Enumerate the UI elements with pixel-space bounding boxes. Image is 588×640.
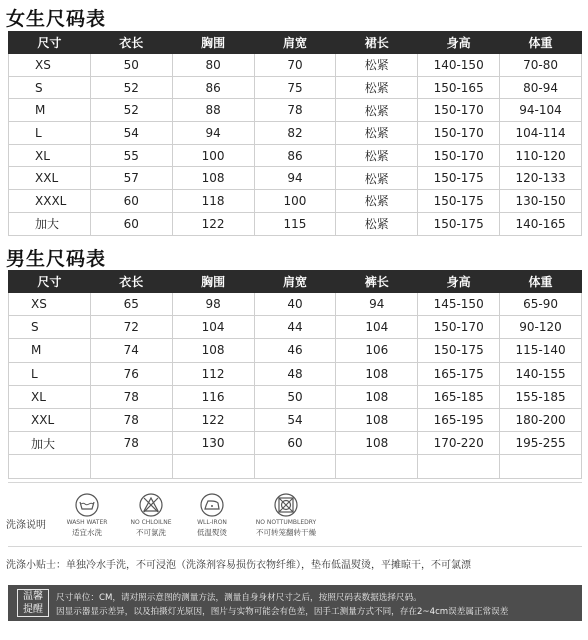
table-cell: XL	[9, 385, 91, 408]
table-cell: 50	[254, 385, 336, 408]
table-row	[9, 316, 582, 339]
table-cell: 70	[254, 54, 336, 77]
table-cell: 140-150	[418, 54, 500, 77]
wash-item-en-label: WASH WATER	[66, 519, 108, 526]
table-cell: 松紧	[336, 54, 418, 77]
table-cell: 加大	[9, 212, 91, 235]
wash-item-no-chlorine	[116, 493, 186, 538]
table-cell: 155-185	[500, 385, 582, 408]
column-header: 尺寸	[9, 32, 91, 54]
table-cell: 松紧	[336, 99, 418, 122]
wash-item-wash-water	[52, 493, 122, 538]
table-cell: 65-90	[500, 293, 582, 316]
women-size-chart-title: 女生尺码表	[6, 8, 107, 30]
table-cell: 松紧	[336, 76, 418, 99]
table-cell: 松紧	[336, 212, 418, 235]
wash-item-en-label: WLL-IRON	[197, 519, 227, 526]
table-row-empty	[9, 455, 582, 478]
table-cell: 94	[172, 122, 254, 145]
table-row	[9, 408, 582, 431]
table-cell: 78	[254, 99, 336, 122]
table-cell: 60	[254, 432, 336, 455]
table-cell: 60	[90, 212, 172, 235]
column-header: 肩宽	[254, 32, 336, 54]
no-chlorine-icon	[138, 493, 164, 517]
table-cell: L	[9, 362, 91, 385]
table-cell: XS	[9, 293, 91, 316]
table-row	[9, 190, 582, 213]
table-cell: 78	[90, 408, 172, 431]
table-cell: 116	[172, 385, 254, 408]
table-cell: 48	[254, 362, 336, 385]
table-cell: 150-170	[418, 144, 500, 167]
table-cell: 80	[172, 54, 254, 77]
table-cell-empty	[418, 455, 500, 478]
table-row	[9, 167, 582, 190]
table-cell: 108	[336, 408, 418, 431]
table-header-row	[9, 32, 582, 54]
table-cell: 110-120	[500, 144, 582, 167]
table-cell: 52	[90, 76, 172, 99]
wash-item-cn-label: 不可氯洗	[136, 528, 166, 537]
table-row	[9, 76, 582, 99]
column-header: 尺寸	[9, 271, 91, 293]
table-cell: 150-170	[418, 99, 500, 122]
table-cell: 100	[254, 190, 336, 213]
table-row	[9, 144, 582, 167]
table-cell: 松紧	[336, 190, 418, 213]
table-cell: 74	[90, 339, 172, 362]
men-size-chart-title: 男生尺码表	[6, 248, 107, 270]
table-cell: 122	[172, 212, 254, 235]
table-cell: 44	[254, 316, 336, 339]
table-row	[9, 122, 582, 145]
table-row	[9, 385, 582, 408]
table-cell: 94-104	[500, 99, 582, 122]
column-header: 体重	[500, 271, 582, 293]
table-header-row	[9, 271, 582, 293]
wash-item-no-tumble-dry	[251, 493, 321, 538]
column-header: 身高	[418, 32, 500, 54]
table-cell: 松紧	[336, 122, 418, 145]
table-row	[9, 362, 582, 385]
table-row	[9, 432, 582, 455]
table-cell: 94	[254, 167, 336, 190]
table-cell: L	[9, 122, 91, 145]
wash-item-cn-label: 不可转笼翻转干燥	[256, 528, 316, 537]
table-cell: 104	[336, 316, 418, 339]
table-cell: 145-150	[418, 293, 500, 316]
table-cell-empty	[9, 455, 91, 478]
table-cell: 75	[254, 76, 336, 99]
table-cell: 165-195	[418, 408, 500, 431]
table-cell: 86	[254, 144, 336, 167]
column-header: 胸围	[172, 32, 254, 54]
reminder-badge	[17, 589, 49, 617]
table-cell: 108	[336, 362, 418, 385]
table-cell-empty	[254, 455, 336, 478]
table-cell: 78	[90, 385, 172, 408]
table-cell-empty	[172, 455, 254, 478]
table-cell: 150-175	[418, 212, 500, 235]
table-cell: 86	[172, 76, 254, 99]
wash-tips: 洗涤小贴士：单独冷水手洗，不可浸泡（洗涤剂容易损伤衣物纤维），垫布低温熨烫，平摊晾干，不可氯漂	[6, 560, 471, 571]
wash-instructions-label: 洗涤说明	[6, 520, 46, 531]
reminder-badge-line: 提醒	[23, 604, 43, 615]
table-cell: 70-80	[500, 54, 582, 77]
table-cell: 120-133	[500, 167, 582, 190]
wash-water-icon	[74, 493, 100, 517]
column-header: 体重	[500, 32, 582, 54]
table-cell: 52	[90, 99, 172, 122]
table-cell: 140-165	[500, 212, 582, 235]
table-cell: 150-175	[418, 167, 500, 190]
column-header: 衣长	[90, 271, 172, 293]
table-cell: 108	[172, 167, 254, 190]
table-cell: S	[9, 76, 91, 99]
reminder-badge-line: 温馨	[23, 591, 43, 602]
table-cell: 80-94	[500, 76, 582, 99]
table-cell: 88	[172, 99, 254, 122]
table-cell: 195-255	[500, 432, 582, 455]
table-cell: 54	[254, 408, 336, 431]
table-cell: 78	[90, 432, 172, 455]
table-cell: 112	[172, 362, 254, 385]
low-iron-icon	[199, 493, 225, 517]
table-cell: 72	[90, 316, 172, 339]
table-cell: 106	[336, 339, 418, 362]
table-cell: 46	[254, 339, 336, 362]
column-header: 肩宽	[254, 271, 336, 293]
table-cell: 150-175	[418, 190, 500, 213]
table-cell-empty	[336, 455, 418, 478]
table-cell-empty	[90, 455, 172, 478]
table-cell: 150-170	[418, 122, 500, 145]
table-cell: 108	[336, 385, 418, 408]
table-row	[9, 99, 582, 122]
table-row	[9, 339, 582, 362]
column-header: 衣长	[90, 32, 172, 54]
table-cell: 65	[90, 293, 172, 316]
table-cell: 94	[336, 293, 418, 316]
table-cell: 76	[90, 362, 172, 385]
table-cell: 54	[90, 122, 172, 145]
table-cell: XXXL	[9, 190, 91, 213]
reminder-text-line: 因显示器显示差异，以及拍摄灯光原因，图片与实物可能会有色差，因手工测量方式不同，存在2~4cm误差属正常误差	[56, 607, 509, 617]
table-cell-empty	[500, 455, 582, 478]
table-cell: 180-200	[500, 408, 582, 431]
table-cell: 60	[90, 190, 172, 213]
table-cell: 108	[172, 339, 254, 362]
table-cell: 165-175	[418, 362, 500, 385]
table-cell: 40	[254, 293, 336, 316]
table-cell: 150-170	[418, 316, 500, 339]
table-cell: 松紧	[336, 144, 418, 167]
wash-item-cn-label: 低温熨烫	[197, 528, 227, 537]
table-cell: 90-120	[500, 316, 582, 339]
table-cell: XXL	[9, 408, 91, 431]
table-cell: 115	[254, 212, 336, 235]
table-cell: M	[9, 99, 91, 122]
table-cell: 108	[336, 432, 418, 455]
table-cell: 130	[172, 432, 254, 455]
table-cell: 118	[172, 190, 254, 213]
table-cell: 98	[172, 293, 254, 316]
men-size-table	[8, 270, 582, 479]
table-cell: 140-155	[500, 362, 582, 385]
table-cell: 松紧	[336, 167, 418, 190]
table-row	[9, 293, 582, 316]
table-cell: 加大	[9, 432, 91, 455]
table-cell: 100	[172, 144, 254, 167]
table-cell: 150-175	[418, 339, 500, 362]
table-cell: XS	[9, 54, 91, 77]
column-header: 胸围	[172, 271, 254, 293]
wash-item-en-label: NO NOTTUMBLEDRY	[255, 519, 317, 526]
column-header: 裙长	[336, 32, 418, 54]
table-cell: 115-140	[500, 339, 582, 362]
wash-item-en-label: NO CHLOILNE	[130, 519, 172, 526]
table-cell: 130-150	[500, 190, 582, 213]
table-cell: M	[9, 339, 91, 362]
table-cell: 104-114	[500, 122, 582, 145]
table-row	[9, 212, 582, 235]
table-cell: 82	[254, 122, 336, 145]
divider	[8, 546, 582, 547]
wash-item-cn-label: 适宜水洗	[72, 528, 102, 537]
column-header: 裤长	[336, 271, 418, 293]
divider	[8, 482, 582, 483]
table-cell: 55	[90, 144, 172, 167]
column-header: 身高	[418, 271, 500, 293]
women-size-table	[8, 31, 582, 236]
wash-item-low-iron	[177, 493, 247, 538]
table-cell: 170-220	[418, 432, 500, 455]
table-cell: 150-165	[418, 76, 500, 99]
reminder-banner	[8, 585, 582, 621]
reminder-text-line: 尺寸单位：CM，请对照示意图的测量方法，测量自身身材尺寸之后，按照尺码表数据选择尺码。	[56, 593, 422, 603]
table-cell: 122	[172, 408, 254, 431]
table-cell: 104	[172, 316, 254, 339]
table-cell: S	[9, 316, 91, 339]
table-cell: 57	[90, 167, 172, 190]
table-row	[9, 54, 582, 77]
table-cell: XL	[9, 144, 91, 167]
table-cell: 50	[90, 54, 172, 77]
table-cell: 165-185	[418, 385, 500, 408]
table-cell: XXL	[9, 167, 91, 190]
no-tumble-dry-icon	[273, 493, 299, 517]
